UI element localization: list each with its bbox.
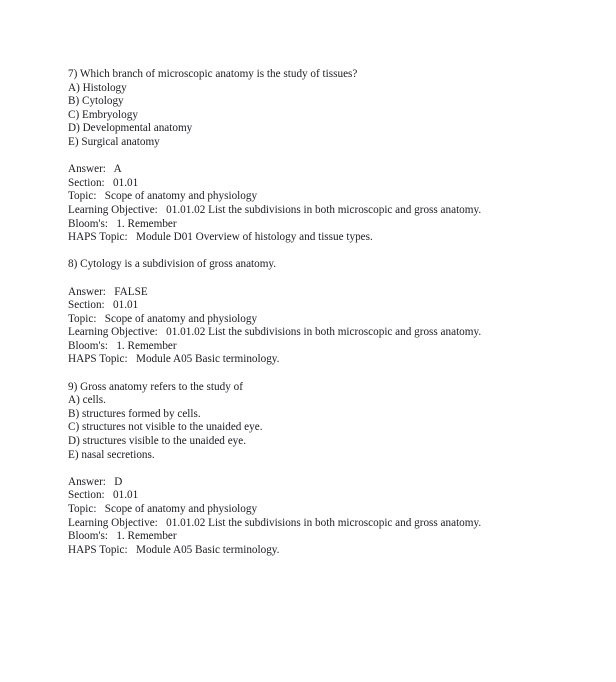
metadata-section: Section: 01.01 xyxy=(68,299,139,312)
metadata-blooms: Bloom's: 1. Remember xyxy=(68,339,177,352)
answer-choice: A) cells. xyxy=(68,394,106,407)
metadata-answer: Answer: A xyxy=(68,163,122,176)
metadata-haps-topic: HAPS Topic: Module A05 Basic terminology. xyxy=(68,353,280,366)
metadata-learning-objective: Learning Objective: 01.01.02 List the subdivisions in both microscopic and gross anatomy. xyxy=(68,516,482,529)
metadata-learning-objective: Learning Objective: 01.01.02 List the subdivisions in both microscopic and gross anatomy. xyxy=(68,203,482,216)
question-block xyxy=(68,381,576,463)
question-stem: 9) Gross anatomy refers to the study of xyxy=(68,380,243,393)
answer-choice: E) Surgical anatomy xyxy=(68,135,160,148)
answer-choice: A) Histology xyxy=(68,81,127,94)
metadata-haps-topic: HAPS Topic: Module A05 Basic terminology. xyxy=(68,543,280,556)
answer-choice: D) Developmental anatomy xyxy=(68,122,193,135)
metadata-learning-objective: Learning Objective: 01.01.02 List the subdivisions in both microscopic and gross anatomy. xyxy=(68,326,482,339)
metadata-answer: Answer: D xyxy=(68,475,123,488)
metadata-blooms: Bloom's: 1. Remember xyxy=(68,530,177,543)
question-stem: 7) Which branch of microscopic anatomy is the study of tissues? xyxy=(68,68,358,80)
answer-choice: C) Embryology xyxy=(68,108,138,121)
metadata-blooms: Bloom's: 1. Remember xyxy=(68,217,177,230)
document-body xyxy=(68,68,576,557)
answer-choice: E) nasal secretions. xyxy=(68,448,155,461)
question-metadata-block xyxy=(68,476,576,558)
answer-choice: B) structures formed by cells. xyxy=(68,407,201,420)
metadata-topic: Topic: Scope of anatomy and physiology xyxy=(68,312,258,325)
metadata-haps-topic: HAPS Topic: Module D01 Overview of histology and tissue types. xyxy=(68,231,373,244)
metadata-section: Section: 01.01 xyxy=(68,176,139,189)
question-stem: 8) Cytology is a subdivision of gross anatomy. xyxy=(68,258,277,271)
metadata-section: Section: 01.01 xyxy=(68,489,139,502)
question-metadata-block xyxy=(68,163,576,245)
question-block xyxy=(68,258,576,272)
answer-choice: D) structures visible to the unaided eye. xyxy=(68,435,247,448)
metadata-topic: Topic: Scope of anatomy and physiology xyxy=(68,190,258,203)
question-metadata-block xyxy=(68,286,576,368)
answer-choice: C) structures not visible to the unaided eye. xyxy=(68,421,263,434)
metadata-topic: Topic: Scope of anatomy and physiology xyxy=(68,503,258,515)
metadata-answer: Answer: FALSE xyxy=(68,285,148,298)
answer-choice: B) Cytology xyxy=(68,95,124,108)
question-block xyxy=(68,68,576,150)
